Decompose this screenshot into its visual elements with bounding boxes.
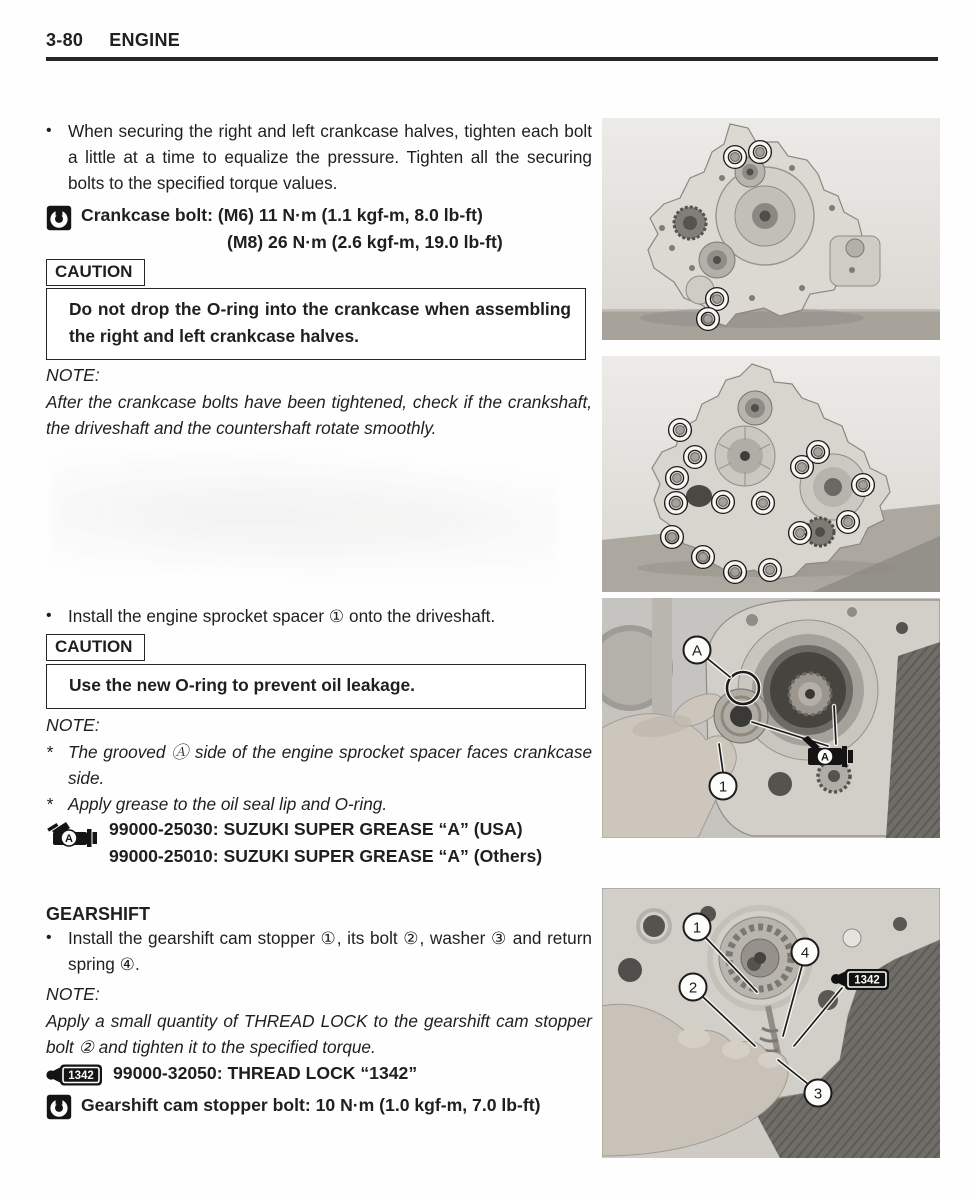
header-rule xyxy=(46,57,938,61)
gearshift-heading: GEARSHIFT xyxy=(46,904,151,924)
photo-crankcase-right-side xyxy=(602,118,940,340)
thread-lock-icon xyxy=(46,1061,104,1088)
caution-box-new-oring: Use the new O-ring to prevent oil leakage. xyxy=(46,664,586,709)
photo-gearshift-cam-stopper xyxy=(602,888,940,1158)
callout-1 xyxy=(710,773,737,800)
paragraph-crankcase-tightening xyxy=(46,118,592,196)
svg-text:2: 2 xyxy=(688,979,698,997)
callout-a xyxy=(684,637,711,664)
callout-1 xyxy=(684,914,711,941)
svg-text:1: 1 xyxy=(692,919,702,937)
caution-box-oring-drop: Do not drop the O-ring into the crankcase when assembling the right and left crankcase halves. xyxy=(46,288,586,360)
callout-3 xyxy=(805,1080,832,1107)
caution-label: CAUTION xyxy=(46,634,145,661)
spec-cam-stopper-torque xyxy=(46,1092,592,1120)
svg-text:1342: 1342 xyxy=(854,974,880,987)
note-label: NOTE: xyxy=(46,984,100,1004)
spec-lines xyxy=(81,202,503,256)
sprocket-spacer-part xyxy=(714,689,768,743)
paragraph-sprocket-spacer xyxy=(46,603,592,629)
svg-text:1342: 1342 xyxy=(68,1070,94,1082)
bullet-icon: • xyxy=(46,607,52,624)
grease-gun-icon xyxy=(46,819,100,849)
asterisk-marker: * xyxy=(46,742,53,762)
note-text: After the crankcase bolts have been tightened, check if the crankshaft, the driveshaft and the countershaft rotate smoothly. xyxy=(46,392,592,438)
print-bleed-through xyxy=(52,448,557,588)
paragraph-text: Install the engine sprocket spacer ① onto the driveshaft. xyxy=(68,606,496,626)
svg-text:1: 1 xyxy=(718,778,728,796)
crankcase-photo-illustration xyxy=(602,356,940,592)
crankcase-photo-illustration xyxy=(602,118,940,340)
svg-text:A: A xyxy=(691,642,703,660)
photo-crankcase-left-side xyxy=(602,356,940,592)
svg-text:A: A xyxy=(821,751,829,764)
spec-crankcase-bolt-torque xyxy=(46,202,592,256)
torque-wrench-icon xyxy=(46,1094,72,1120)
note-label: NOTE: xyxy=(46,715,100,735)
paragraph-cam-stopper xyxy=(46,925,592,977)
svg-text:4: 4 xyxy=(800,944,810,962)
spacer-photo-illustration xyxy=(602,598,940,838)
splined-driveshaft xyxy=(789,673,831,715)
page-number: 3-80 xyxy=(46,30,84,50)
gearshift-photo-illustration xyxy=(602,888,940,1158)
svg-text:A: A xyxy=(65,833,73,845)
paragraph-text: Install the gearshift cam stopper ①, its bolt ②, washer ③ and return spring ④. xyxy=(68,928,592,974)
spec-thread-lock xyxy=(46,1060,592,1088)
note-item-1: * The grooved Ⓐ side of the engine sprocket spacer faces crankcase side. xyxy=(46,739,592,791)
bullet-icon: • xyxy=(46,122,52,139)
note-label: NOTE: xyxy=(46,365,100,385)
threadlock-line: 99000-32050: THREAD LOCK “1342” xyxy=(113,1063,418,1083)
asterisk-marker: * xyxy=(46,794,53,814)
bullet-icon: • xyxy=(46,929,52,946)
paragraph-text: When securing the right and left crankcase halves, tighten each bolt a little at a time to equalize the pressure. Tighten all the securing bolts to the specified torque values. xyxy=(68,121,592,193)
torque-line: Gearshift cam stopper bolt: 10 N·m (1.0 kgf-m, 7.0 lb-ft) xyxy=(81,1095,541,1115)
note-item-2: * Apply grease to the oil seal lip and O-ring. xyxy=(46,791,592,817)
caution-label: CAUTION xyxy=(46,259,145,286)
spec-line-1: Crankcase bolt: (M6) 11 N·m (1.1 kgf-m, 8.0 lb-ft) xyxy=(81,205,483,225)
photo-sprocket-spacer-install xyxy=(602,598,940,838)
grease-line-others: 99000-25010: SUZUKI SUPER GREASE “A” (Others) xyxy=(109,846,543,866)
callout-2 xyxy=(680,974,707,1001)
spec-lines xyxy=(109,816,542,870)
svg-text:3: 3 xyxy=(813,1085,823,1103)
torque-wrench-icon xyxy=(46,205,72,231)
page-header xyxy=(46,30,180,51)
grease-line-usa: 99000-25030: SUZUKI SUPER GREASE “A” (USA) xyxy=(109,819,523,839)
note-spacer-groove xyxy=(46,712,592,817)
section-title: ENGINE xyxy=(109,30,181,50)
callout-4 xyxy=(792,939,819,966)
note-thread-lock xyxy=(46,981,592,1060)
note-text: Apply a small quantity of THREAD LOCK to the gearshift cam stopper bolt ② and tighten it to the specified torque. xyxy=(46,1011,592,1057)
note-crankshaft-rotation xyxy=(46,362,592,441)
spec-line-2: (M8) 26 N·m (2.6 kgf-m, 19.0 lb-ft) xyxy=(227,232,503,252)
spec-super-grease xyxy=(46,816,592,870)
